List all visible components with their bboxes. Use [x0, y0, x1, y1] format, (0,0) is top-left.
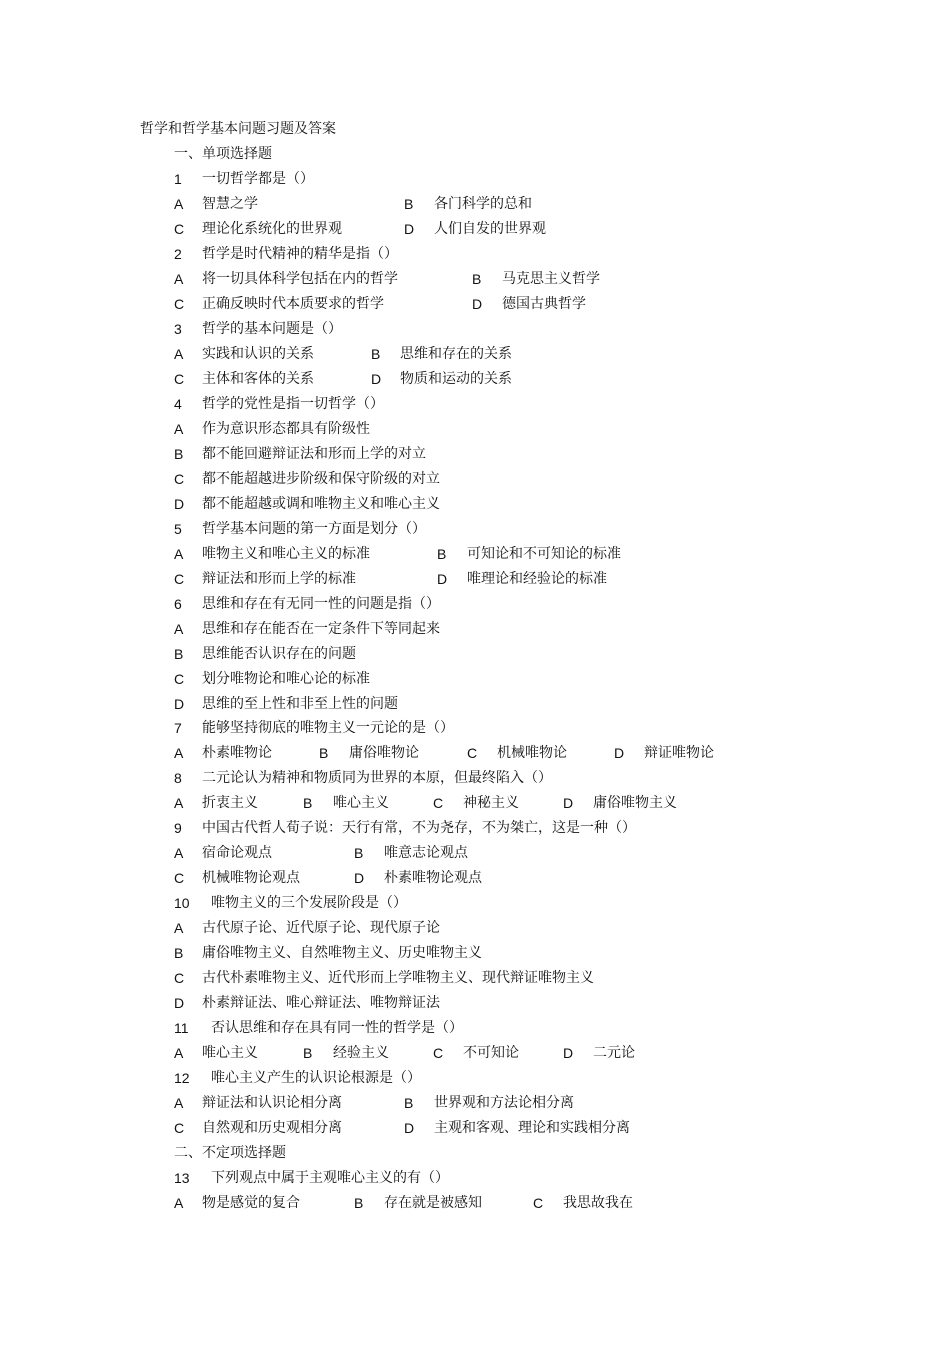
- option-text: 神秘主义: [463, 795, 519, 811]
- option-letter: B: [354, 1195, 364, 1211]
- option-letter: B: [354, 845, 364, 861]
- option-text: 庸俗唯物主义: [593, 795, 677, 811]
- question-text: 唯心主义产生的认识论根源是（）: [211, 1070, 421, 1086]
- option-text: 唯意志论观点: [384, 845, 468, 861]
- option-text: 主体和客体的关系: [202, 371, 314, 387]
- option-letter: D: [404, 221, 415, 237]
- option-letter: B: [404, 1095, 414, 1111]
- option-text: 朴素辩证法、唯心辩证法、唯物辩证法: [202, 995, 440, 1011]
- question-text: 下列观点中属于主观唯心主义的有（）: [211, 1170, 449, 1186]
- option-text: 思维和存在的关系: [400, 346, 512, 362]
- option-text: 马克思主义哲学: [502, 271, 600, 287]
- question-text: 一切哲学都是（）: [202, 171, 314, 187]
- option-letter: B: [303, 795, 313, 811]
- question-text: 否认思维和存在具有同一性的哲学是（）: [211, 1020, 463, 1036]
- option-text: 各门科学的总和: [434, 196, 532, 212]
- option-text: 实践和认识的关系: [202, 346, 314, 362]
- question-number: 5: [174, 521, 182, 537]
- option-text: 将一切具体科学包括在内的哲学: [202, 271, 398, 287]
- option-letter: C: [174, 671, 185, 687]
- option-letter: D: [174, 995, 185, 1011]
- option-text: 人们自发的世界观: [434, 221, 546, 237]
- option-text: 唯理论和经验论的标准: [467, 571, 607, 587]
- option-letter: C: [174, 1120, 185, 1136]
- option-letter: D: [371, 371, 382, 387]
- option-text: 都不能超越进步阶级和保守阶级的对立: [202, 471, 440, 487]
- section-heading: 一、单项选择题: [174, 146, 272, 162]
- option-letter: A: [174, 346, 184, 362]
- option-letter: B: [404, 196, 414, 212]
- option-letter: B: [174, 945, 184, 961]
- option-text: 理论化系统化的世界观: [202, 221, 342, 237]
- option-letter: A: [174, 421, 184, 437]
- option-text: 德国古典哲学: [502, 296, 586, 312]
- question-text: 能够坚持彻底的唯物主义一元论的是（）: [202, 720, 454, 736]
- question-text: 哲学基本问题的第一方面是划分（）: [202, 521, 426, 537]
- option-letter: B: [437, 546, 447, 562]
- option-letter: D: [563, 795, 574, 811]
- option-text: 辩证法和认识论相分离: [202, 1095, 342, 1111]
- option-letter: A: [174, 1095, 184, 1111]
- question-number: 4: [174, 396, 182, 412]
- option-text: 机械唯物论观点: [202, 870, 300, 886]
- question-number: 13: [174, 1170, 190, 1186]
- option-letter: A: [174, 1195, 184, 1211]
- question-number: 12: [174, 1070, 190, 1086]
- option-text: 唯心主义: [333, 795, 389, 811]
- option-text: 庸俗唯物主义、自然唯物主义、历史唯物主义: [202, 945, 482, 961]
- option-text: 物是感觉的复合: [202, 1195, 300, 1211]
- section-heading: 二、不定项选择题: [174, 1145, 286, 1161]
- option-letter: C: [433, 795, 444, 811]
- option-letter: A: [174, 920, 184, 936]
- question-text: 思维和存在有无同一性的问题是指（）: [202, 596, 440, 612]
- option-letter: A: [174, 271, 184, 287]
- option-letter: D: [437, 571, 448, 587]
- option-letter: B: [303, 1045, 313, 1061]
- question-number: 8: [174, 770, 182, 786]
- option-text: 经验主义: [333, 1045, 389, 1061]
- option-letter: A: [174, 1045, 184, 1061]
- question-number: 10: [174, 895, 190, 911]
- option-text: 世界观和方法论相分离: [434, 1095, 574, 1111]
- question-text: 二元论认为精神和物质同为世界的本原，但最终陷入（）: [202, 770, 552, 786]
- option-text: 划分唯物论和唯心论的标准: [202, 671, 370, 687]
- option-letter: B: [472, 271, 482, 287]
- option-text: 庸俗唯物论: [349, 745, 419, 761]
- option-letter: A: [174, 745, 184, 761]
- option-letter: C: [174, 970, 185, 986]
- option-letter: A: [174, 795, 184, 811]
- question-text: 哲学是时代精神的精华是指（）: [202, 246, 398, 262]
- option-letter: A: [174, 546, 184, 562]
- option-text: 智慧之学: [202, 196, 258, 212]
- option-text: 都不能超越或调和唯物主义和唯心主义: [202, 496, 440, 512]
- option-text: 折衷主义: [202, 795, 258, 811]
- option-text: 朴素唯物论: [202, 745, 272, 761]
- question-number: 3: [174, 321, 182, 337]
- option-letter: A: [174, 196, 184, 212]
- question-number: 1: [174, 171, 182, 187]
- option-text: 宿命论观点: [202, 845, 272, 861]
- option-letter: C: [467, 745, 478, 761]
- option-text: 唯物主义和唯心主义的标准: [202, 546, 370, 562]
- option-letter: B: [371, 346, 381, 362]
- option-text: 二元论: [593, 1045, 635, 1061]
- option-letter: C: [174, 371, 185, 387]
- option-letter: B: [174, 646, 184, 662]
- option-letter: D: [174, 696, 185, 712]
- option-letter: C: [174, 471, 185, 487]
- option-letter: B: [174, 446, 184, 462]
- question-text: 唯物主义的三个发展阶段是（）: [211, 895, 407, 911]
- option-text: 古代原子论、近代原子论、现代原子论: [202, 920, 440, 936]
- option-text: 辩证法和形而上学的标准: [202, 571, 356, 587]
- option-text: 辩证唯物论: [644, 745, 714, 761]
- option-text: 主观和客观、理论和实践相分离: [434, 1120, 630, 1136]
- option-text: 作为意识形态都具有阶级性: [202, 421, 370, 437]
- option-text: 思维的至上性和非至上性的问题: [202, 696, 398, 712]
- option-letter: D: [174, 496, 185, 512]
- question-number: 6: [174, 596, 182, 612]
- option-text: 思维和存在能否在一定条件下等同起来: [202, 621, 440, 637]
- option-letter: D: [563, 1045, 574, 1061]
- option-text: 正确反映时代本质要求的哲学: [202, 296, 384, 312]
- option-letter: C: [433, 1045, 444, 1061]
- question-number: 7: [174, 720, 182, 736]
- question-number: 9: [174, 820, 182, 836]
- option-letter: B: [319, 745, 329, 761]
- question-number: 11: [174, 1020, 189, 1036]
- option-text: 都不能回避辩证法和形而上学的对立: [202, 446, 426, 462]
- option-letter: D: [354, 870, 365, 886]
- option-text: 不可知论: [463, 1045, 519, 1061]
- option-text: 自然观和历史观相分离: [202, 1120, 342, 1136]
- option-text: 可知论和不可知论的标准: [467, 546, 621, 562]
- option-letter: A: [174, 845, 184, 861]
- option-text: 唯心主义: [202, 1045, 258, 1061]
- question-text: 哲学的党性是指一切哲学（）: [202, 396, 384, 412]
- option-text: 物质和运动的关系: [400, 371, 512, 387]
- option-letter: C: [174, 296, 185, 312]
- option-letter: C: [174, 870, 185, 886]
- option-letter: C: [174, 571, 185, 587]
- question-text: 哲学的基本问题是（）: [202, 321, 342, 337]
- document-title: 哲学和哲学基本问题习题及答案: [140, 121, 336, 137]
- option-letter: D: [614, 745, 625, 761]
- option-text: 古代朴素唯物主义、近代形而上学唯物主义、现代辩证唯物主义: [202, 970, 594, 986]
- question-text: 中国古代哲人荀子说：天行有常，不为尧存，不为桀亡，这是一种（）: [202, 820, 636, 836]
- option-text: 我思故我在: [563, 1195, 633, 1211]
- option-text: 朴素唯物论观点: [384, 870, 482, 886]
- option-letter: C: [533, 1195, 544, 1211]
- option-letter: A: [174, 621, 184, 637]
- option-letter: D: [472, 296, 483, 312]
- option-letter: D: [404, 1120, 415, 1136]
- question-number: 2: [174, 246, 182, 262]
- option-text: 存在就是被感知: [384, 1195, 482, 1211]
- option-text: 机械唯物论: [497, 745, 567, 761]
- option-text: 思维能否认识存在的问题: [202, 646, 356, 662]
- option-letter: C: [174, 221, 185, 237]
